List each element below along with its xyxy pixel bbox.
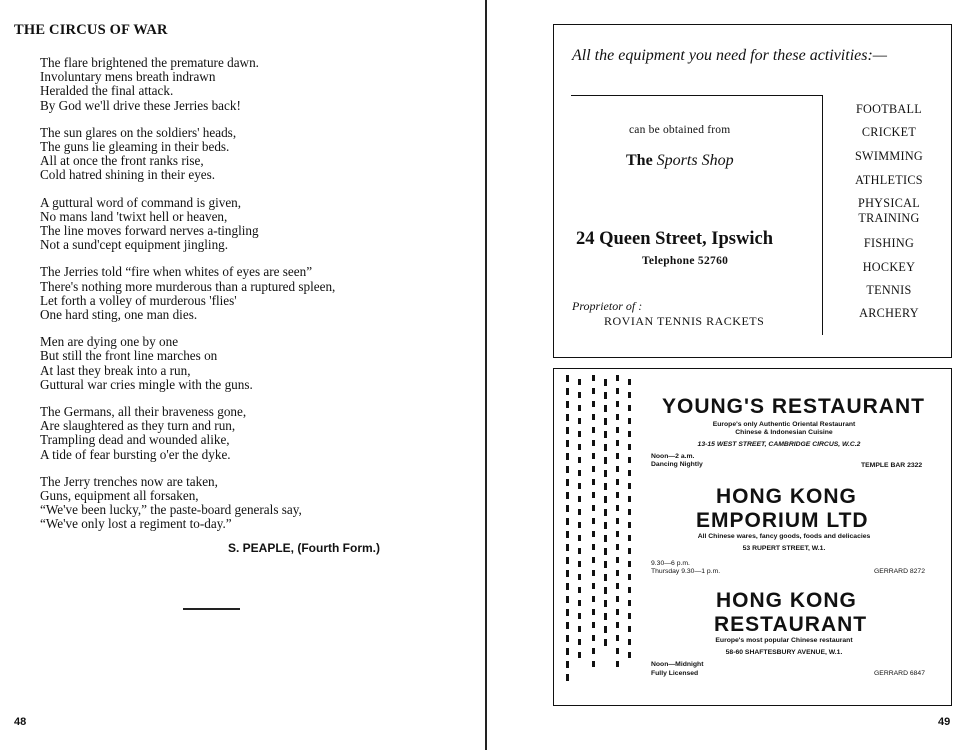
decor-dash <box>592 596 595 602</box>
decor-dash <box>578 379 581 385</box>
decor-dash <box>578 509 581 515</box>
decor-dash <box>566 622 569 629</box>
activity-item: FISHING <box>863 236 915 250</box>
decor-dash <box>604 444 607 451</box>
decor-dash <box>566 570 569 577</box>
decor-dash <box>604 496 607 503</box>
decor-dash <box>616 492 619 498</box>
shop-title: Sports Shop <box>656 152 734 169</box>
decor-dash <box>578 483 581 489</box>
decor-dash <box>578 626 581 632</box>
decor-dash <box>616 505 619 511</box>
emporium-address: 53 RUPERT STREET, W.1. <box>742 545 826 552</box>
decor-dash <box>628 587 631 593</box>
decor-dash <box>566 674 569 681</box>
youngs-restaurant-name: YOUNG'S RESTAURANT <box>662 395 925 418</box>
hk-restaurant-tagline: Europe's most popular Chinese restaurant <box>715 637 853 644</box>
decor-dash <box>592 518 595 524</box>
decor-dash <box>566 414 569 421</box>
shop-telephone: Telephone 52760 <box>642 255 729 267</box>
activity-item: ARCHERY <box>859 306 919 320</box>
poem-line: One hard sting, one man dies. <box>40 307 198 323</box>
activity-item: ATHLETICS <box>855 173 923 187</box>
decor-dash <box>592 570 595 576</box>
poem-line: The Jerries told “fire when whites of eyes are seen” <box>40 264 313 280</box>
decor-dash <box>578 392 581 398</box>
decor-dash <box>578 405 581 411</box>
decor-dash <box>566 609 569 616</box>
poem-title: THE CIRCUS OF WAR <box>14 22 168 38</box>
decor-dash <box>604 561 607 568</box>
emporium-thursday-hours: Thursday 9.30—1 p.m. <box>651 568 721 575</box>
decor-dash <box>592 375 595 381</box>
decor-dash <box>604 470 607 477</box>
decor-dash <box>604 431 607 438</box>
page-gutter <box>485 0 487 750</box>
decor-dash <box>628 639 631 645</box>
poem-line: Guttural war cries mingle with the guns. <box>40 376 253 392</box>
shop-article: The <box>626 152 653 169</box>
decor-dash <box>616 596 619 602</box>
decor-dash <box>628 483 631 489</box>
decor-dash <box>628 470 631 476</box>
poem-line: “We've only lost a regiment to-day.” <box>40 516 232 532</box>
activity-item: HOCKEY <box>862 260 916 274</box>
youngs-phone: TEMPLE BAR 2322 <box>861 462 923 469</box>
decor-dash <box>616 440 619 446</box>
page-number-right: 49 <box>938 716 951 728</box>
activity-item: CRICKET <box>861 125 917 139</box>
decor-dash <box>616 570 619 576</box>
emporium-tagline: All Chinese wares, fancy goods, foods and delicacies <box>697 533 871 540</box>
decor-dash <box>604 509 607 516</box>
decor-dash <box>616 375 619 381</box>
decor-dash <box>616 518 619 524</box>
shop-name <box>626 152 734 170</box>
hk-restaurant-licensed: Fully Licensed <box>651 670 699 677</box>
hk-restaurant-name-line1: HONG KONG <box>716 589 857 612</box>
shop-address: 24 Queen Street, Ipswich <box>576 229 773 249</box>
poem-line: The Germans, all their braveness gone, <box>40 404 247 420</box>
decor-dash <box>592 440 595 446</box>
decor-dash <box>616 661 619 667</box>
poem-line: A guttural word of command is given, <box>40 194 242 210</box>
youngs-hours: Noon—2 a.m. <box>651 453 695 460</box>
decor-dash <box>592 479 595 485</box>
emporium-name-line2: EMPORIUM LTD <box>696 509 869 532</box>
decor-dash <box>566 440 569 447</box>
decor-dash <box>616 427 619 433</box>
decor-dash <box>616 388 619 394</box>
decor-dash <box>592 505 595 511</box>
decor-dash <box>616 544 619 550</box>
emporium-name-line1: HONG KONG <box>716 485 857 508</box>
decor-dash <box>566 557 569 564</box>
decor-dash <box>578 522 581 528</box>
decor-dash <box>566 648 569 655</box>
poem-line: Heralded the final attack. <box>40 83 174 99</box>
decor-dash <box>628 652 631 658</box>
decor-dash <box>628 626 631 632</box>
poem-author: S. PEAPLE, (Fourth Form.) <box>228 541 380 555</box>
decor-dash <box>592 492 595 498</box>
decor-dash <box>578 418 581 424</box>
hk-restaurant-address: 58-60 SHAFTESBURY AVENUE, W.1. <box>725 649 843 656</box>
activity-item: PHYSICAL TRAINING <box>858 196 920 225</box>
decor-dash <box>578 457 581 463</box>
decor-dash <box>592 635 595 641</box>
decor-dash <box>628 600 631 606</box>
hk-restaurant-phone: GERRARD 6847 <box>874 670 925 677</box>
decor-dash <box>616 622 619 628</box>
decor-dash <box>578 652 581 658</box>
decor-dash <box>628 509 631 515</box>
decor-dash <box>604 626 607 633</box>
decor-dash <box>578 444 581 450</box>
activity-item: TENNIS <box>866 283 912 297</box>
decor-dash <box>628 418 631 424</box>
decor-dash <box>616 609 619 615</box>
decor-dash <box>566 492 569 499</box>
hk-restaurant-name-line2: RESTAURANT <box>714 613 868 636</box>
stanza <box>40 335 460 392</box>
decor-dash <box>578 470 581 476</box>
poem-line: A tide of fear bursting o'er the dyke. <box>40 446 231 462</box>
youngs-dancing: Dancing Nightly <box>651 461 703 468</box>
decor-dash <box>604 639 607 646</box>
proprietor-of: ROVIAN TENNIS RACKETS <box>604 314 765 328</box>
poem-line: The Jerry trenches now are taken, <box>40 473 218 489</box>
decor-dash <box>604 379 607 386</box>
decor-dash <box>566 453 569 460</box>
stanza <box>40 196 460 253</box>
decor-dash <box>616 414 619 420</box>
poem-line: Let forth a volley of murderous 'flies' <box>40 292 237 308</box>
poem-line: Not a sund'cept equipment jingling. <box>40 237 229 253</box>
decor-dash <box>578 587 581 593</box>
poem-line: Trampling dead and wounded alike, <box>40 432 230 448</box>
decor-dash <box>566 466 569 473</box>
decor-dash <box>566 531 569 538</box>
decor-dash <box>628 613 631 619</box>
decor-dash <box>592 583 595 589</box>
decor-dash <box>628 535 631 541</box>
decor-dash <box>566 401 569 408</box>
decor-dash <box>604 405 607 412</box>
decor-dash <box>566 583 569 590</box>
decor-dash <box>566 544 569 551</box>
decor-dash <box>578 431 581 437</box>
decor-dash <box>616 466 619 472</box>
decor-dash <box>604 483 607 490</box>
decor-dash <box>628 431 631 437</box>
decor-dash <box>628 561 631 567</box>
decor-dash <box>616 401 619 407</box>
poem-line: Guns, equipment all forsaken, <box>40 488 199 504</box>
decor-dash <box>628 574 631 580</box>
decor-dash <box>616 583 619 589</box>
stanza <box>40 265 460 322</box>
decor-dash <box>592 466 595 472</box>
activity-item: SWIMMING <box>854 149 924 163</box>
stanza <box>40 56 460 113</box>
decor-dash <box>616 453 619 459</box>
decor-dash <box>566 661 569 668</box>
decor-dash <box>628 522 631 528</box>
hk-restaurant-hours: Noon—Midnight <box>651 661 704 668</box>
decor-dash <box>604 574 607 581</box>
decor-dash <box>566 505 569 512</box>
stanza <box>40 405 460 462</box>
poem-line: The line moves forward nerves a-tingling <box>40 223 259 239</box>
poem-line: Men are dying one by one <box>40 334 179 350</box>
decor-dash <box>604 392 607 399</box>
decor-dash <box>616 648 619 654</box>
poem-line: “We've been lucky,” the paste-board generals say, <box>40 502 302 518</box>
decor-dash <box>616 479 619 485</box>
decor-dash <box>592 388 595 394</box>
youngs-tagline: Europe's only Authentic Oriental Restaurant <box>712 421 856 428</box>
youngs-cuisine: Chinese & Indonesian Cuisine <box>735 429 833 436</box>
end-rule <box>183 608 240 610</box>
poem-line: At last they break into a run, <box>40 362 191 378</box>
poem-line: The guns lie gleaming in their beds. <box>40 139 230 155</box>
ad-headline: All the equipment you need for these activities:— <box>572 47 888 64</box>
emporium-hours: 9.30—6 p.m. <box>651 560 690 567</box>
decor-dash <box>592 414 595 420</box>
decor-dash <box>592 531 595 537</box>
decor-dash <box>566 388 569 395</box>
decor-dash <box>566 427 569 434</box>
poem-line: There's nothing more murderous than a ruptured spleen, <box>40 278 336 294</box>
decor-dash <box>604 457 607 464</box>
decor-dash <box>628 444 631 450</box>
decor-dash <box>578 600 581 606</box>
decor-dash <box>566 479 569 486</box>
decor-dash <box>578 535 581 541</box>
poem-line: Involuntary mens breath indrawn <box>40 69 216 85</box>
decor-dash <box>604 587 607 594</box>
poem-line: All at once the front ranks rise, <box>40 153 204 169</box>
decor-dash <box>592 622 595 628</box>
restaurants-ad <box>553 368 952 706</box>
decor-dash <box>566 596 569 603</box>
decor-dash <box>616 557 619 563</box>
decor-dash <box>592 557 595 563</box>
stanza <box>40 126 460 183</box>
poem-line: The sun glares on the soldiers' heads, <box>40 124 237 140</box>
decor-dash <box>592 453 595 459</box>
decor-dash <box>566 375 569 382</box>
poem-line: By God we'll drive these Jerries back! <box>40 97 241 113</box>
stanza <box>40 475 460 532</box>
decor-dash <box>578 613 581 619</box>
decor-dash <box>578 639 581 645</box>
decor-dash <box>578 561 581 567</box>
decor-dash <box>592 661 595 667</box>
divider <box>571 95 822 96</box>
decor-dash <box>628 496 631 502</box>
decor-dash <box>616 635 619 641</box>
decor-dash <box>566 518 569 525</box>
poem-line: But still the front line marches on <box>40 348 218 364</box>
decor-dash <box>592 648 595 654</box>
decor-dash <box>628 548 631 554</box>
proprietor-label: Proprietor of : <box>572 299 643 313</box>
activity-item: FOOTBALL <box>855 102 923 116</box>
divider <box>822 95 823 335</box>
decor-dash <box>578 496 581 502</box>
decor-dash <box>628 392 631 398</box>
decor-dash <box>604 535 607 542</box>
decor-dash <box>604 418 607 425</box>
poem-line: The flare brightened the premature dawn. <box>40 55 259 70</box>
decor-dash <box>604 613 607 620</box>
obtained-text: can be obtained from <box>629 124 731 136</box>
decor-dash <box>578 548 581 554</box>
decor-dash <box>578 574 581 580</box>
decor-dash <box>592 427 595 433</box>
decor-dash <box>616 531 619 537</box>
poem-body <box>40 56 460 545</box>
decor-dash <box>628 457 631 463</box>
poem-line: No mans land 'twixt hell or heaven, <box>40 208 228 224</box>
decor-dash <box>592 609 595 615</box>
decor-dash <box>566 635 569 642</box>
decor-dash <box>628 379 631 385</box>
poem-line: Are slaughtered as they turn and run, <box>40 418 236 434</box>
decor-dash <box>592 544 595 550</box>
decor-dash <box>592 401 595 407</box>
page-number-left: 48 <box>14 716 27 728</box>
youngs-address: 13-15 WEST STREET, CAMBRIDGE CIRCUS, W.C.2 <box>697 441 861 448</box>
decor-dash <box>604 548 607 555</box>
decor-dash <box>628 405 631 411</box>
emporium-phone: GERRARD 8272 <box>874 568 925 575</box>
decor-dash <box>604 600 607 607</box>
sports-shop-ad <box>553 24 952 358</box>
decor-dash <box>604 522 607 529</box>
poem-line: Cold hatred shining in their eyes. <box>40 167 216 183</box>
